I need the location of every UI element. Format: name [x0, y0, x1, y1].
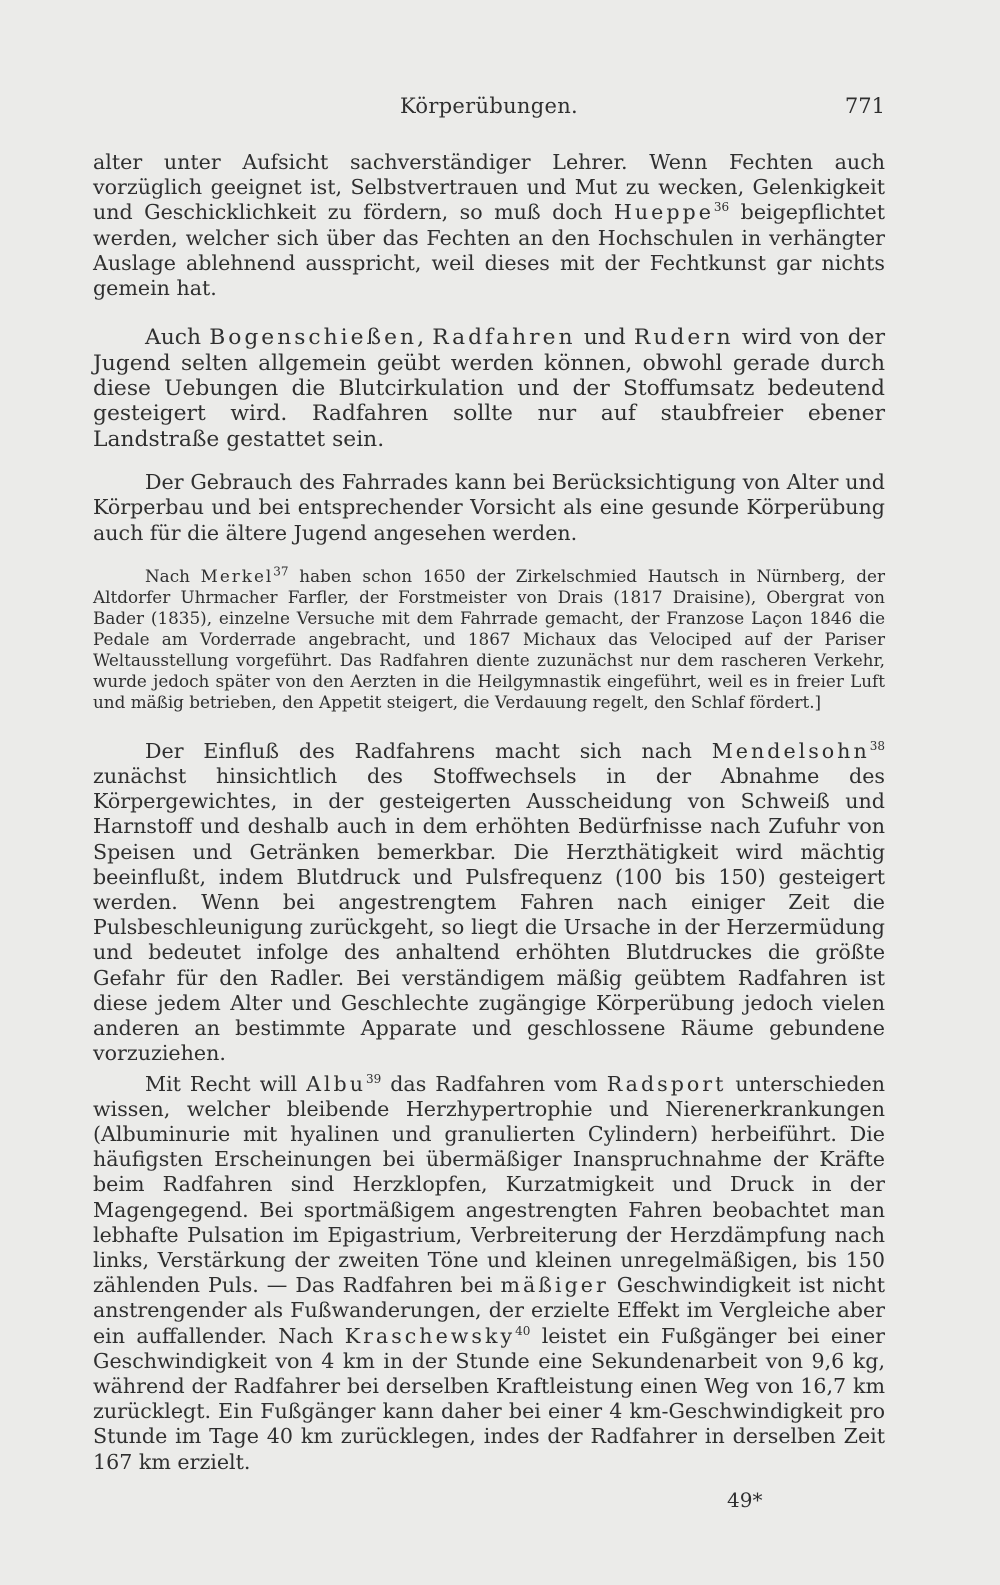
text-run: Der Gebrauch des Fahrrades kann bei Berücksichtigung von Alter und Körperbau und bei entsprechender Vorsicht als eine gesunde Körperübung auch für die ältere Jugend angesehen werden. [93, 470, 885, 545]
text-run: alter unter Aufsicht sachverständiger Lehrer. Wenn Fechten auch vorzüglich geeignet ist, Selbstvertrauen und Mut zu wecken, Gelenkigkeit und Geschicklichkeit zu fördern, so muß doch [93, 150, 885, 225]
text-run: und [575, 325, 634, 351]
page-number: 771 [844, 94, 885, 118]
author-name-mendelsohn: Mendelsohn [711, 738, 870, 763]
text-run: beigepflichtet werden, welcher sich über das Fechten an den Hochschulen in verhängter Auslage ablehnend ausspricht, weil dieses mit der Fechtkunst gar nichts gemein hat. [93, 200, 885, 301]
running-title: Körperübungen. [399, 94, 578, 118]
author-name-albu: Albu [306, 1071, 366, 1096]
signature-mark: 49* [727, 1488, 763, 1512]
paragraph-history-small [93, 566, 885, 713]
text-run: zunächst hinsichtlich des Stoffwechsels in der Abnahme des Körpergewichtes, in der gesteigerten Ausscheidung von Schweiß und Harnstoff und deshalb auch in dem erhöhten Bedürfnisse nach Zufuhr von Speisen und Getränken bemerkbar. Die Herzthätigkeit wird mächtig beeinflußt, indem Blutdruck und Pulsfrequenz (100 bis 150) gesteigert werden. Wenn bei angestrengtem Fahren nach einiger Zeit die Pulsbeschleunigung zurückgeht, so liegt die Ursache in der Herzermüdung und bedeutet infolge des anhaltend erhöhten Blutdruckes die größte Gefahr für den Radler. Bei verständigem mäßig geübtem Radfahren ist diese jedem Alter und Geschlechte zugängige Körperübung jedoch vielen anderen an bestimmte Apparate und geschlossene Räume gebundene vorzuziehen. [93, 764, 885, 1066]
paragraph-sports [93, 325, 885, 452]
term-rudern: Rudern [633, 325, 734, 351]
text-run: wird von der Jugend selten allgemein geübt werden können, obwohl gerade durch diese Uebungen die Blutcirkulation und der Stoffumsatz bedeutend gesteigert wird. Radfahren sollte nur auf staubfreier ebener Landstraße gestattet sein. [93, 325, 885, 452]
author-name-merkel: Merkel [200, 565, 274, 586]
text-run: leistet ein Fußgänger bei einer Geschwindigkeit von 4 km in der Stunde eine Sekundenarbeit von 9,6 kg, während der Radfahrer bei derselben Kraftleistung einen Weg von 16,7 km zurücklegt. Ein Fußgänger kann daher bei einer 4 km-Geschwindigkeit pro Stunde im Tage 40 km zurücklegen, indes der Radfahrer in derselben Zeit 167 km erzielt. [93, 1323, 885, 1474]
term-radsport: Radsport [606, 1071, 727, 1096]
term-maessiger: mäßiger [500, 1273, 609, 1298]
paragraph-einfluss [93, 739, 885, 1067]
footnote-ref-36: 36 [713, 200, 730, 215]
page-body [93, 150, 885, 1475]
text-run: Der Einfluß des Radfahrens macht sich nach [145, 738, 712, 763]
text-run: Nach [145, 565, 201, 586]
footnote-ref-39: 39 [365, 1071, 382, 1086]
author-name-kraschewsky: Kraschewsky [344, 1323, 516, 1348]
paragraph-fahrrad [93, 470, 885, 546]
text-run: Auch [145, 325, 210, 351]
term-radfahren: Radfahren [432, 325, 576, 351]
footnote-ref-37: 37 [273, 564, 289, 579]
paragraph-fencing [93, 150, 885, 301]
text-run: Geschwindigkeit ist nicht anstrengender als Fußwanderungen, der erzielte Effekt im Vergleiche aber ein auffallender. Nach [93, 1273, 885, 1348]
running-header [93, 94, 885, 126]
text-run: Mit Recht will [145, 1071, 307, 1096]
text-run: haben schon 1650 der Zirkelschmied Hautsch in Nürnberg, der Altdorfer Uhrmacher Farfler, der Forstmeister von Drais (1817 Draisine), Obergrat von Bader (1835), einzelne Versuche mit dem Fahrrade gemacht, der Franzose Laçon 1846 die Pedale am Vorderrade angebracht, und 1867 Michaux das Velociped auf der Pariser Weltausstellung vorgeführt. Das Radfahren diente zuzunächst nur dem rascheren Verkehr, wurde jedoch später von den Aerzten in die Heilgymnastik eingeführt, weil es in freier Luft und mäßig betrieben, den Appetit steigert, die Verdauung regelt, den Schlaf fördert.] [93, 565, 885, 712]
paragraph-radsport [93, 1072, 885, 1475]
text-run: , [417, 325, 433, 351]
text-run: unterschieden wissen, welcher bleibende Herzhypertrophie und Nierenerkrankungen (Albuminurie mit hyalinen und granulierten Cylindern) herbeiführt. Die häufigsten Erscheinungen bei übermäßiger Inanspruchnahme der Kräfte beim Radfahren sind Herzklopfen, Kurzatmigkeit und Druck in der Magengegend. Bei sportmäßigem angestrengten Fahren beobachtet man lebhafte Pulsation im Epigastrium, Verbreiterung der Herzdämpfung nach links, Verstärkung der zweiten Töne und kleinen unregelmäßigen, bis 150 zählenden Puls. — Das Radfahren bei [93, 1071, 885, 1298]
footnote-ref-38: 38 [869, 739, 885, 753]
text-run: das Radfahren vom [381, 1071, 607, 1096]
footnote-ref-40: 40 [515, 1323, 531, 1338]
term-bogenschiessen: Bogenschießen [209, 325, 418, 351]
author-name-hueppe: Hueppe [613, 200, 714, 225]
